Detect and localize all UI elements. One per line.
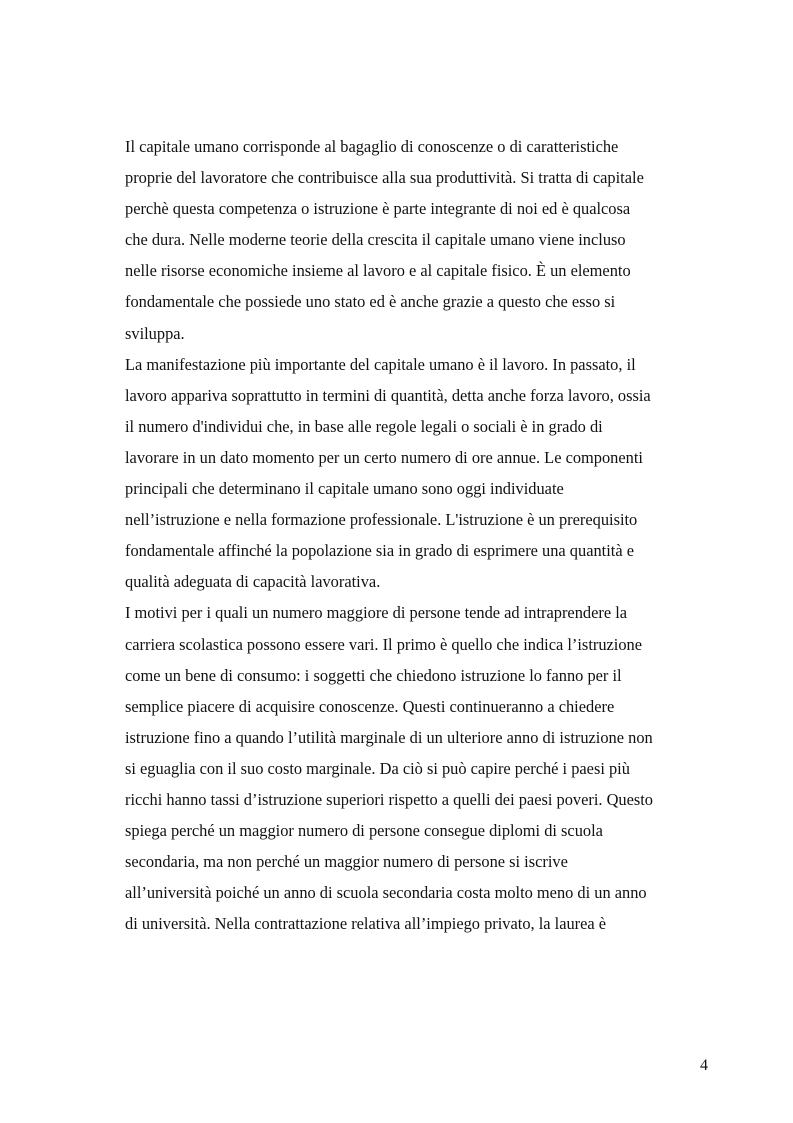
text-line: ricchi hanno tassi d’istruzione superiori rispetto a quelli dei paesi poveri. Questo	[125, 789, 654, 809]
text-line: I motivi per i quali un numero maggiore di persone tende ad intraprendere la	[125, 603, 628, 623]
text-line: sviluppa.	[125, 323, 185, 343]
paragraph-1	[125, 131, 708, 349]
text-line: proprie del lavoratore che contribuisce alla sua produttività. Si tratta di capitale	[125, 168, 644, 188]
paragraph-3	[125, 597, 708, 939]
text-line: nelle risorse economiche insieme al lavoro e al capitale fisico. È un elemento	[125, 261, 631, 281]
text-line: fondamentale affinché la popolazione sia in grado di esprimere una quantità e	[125, 541, 634, 561]
text-line: nell’istruzione e nella formazione professionale. L'istruzione è un prerequisito	[125, 510, 638, 530]
text-line: principali che determinano il capitale umano sono oggi individuate	[125, 479, 564, 499]
text-line: lavoro appariva soprattutto in termini di quantità, detta anche forza lavoro, ossia	[125, 385, 651, 405]
text-line: che dura. Nelle moderne teorie della crescita il capitale umano viene incluso	[125, 230, 626, 250]
text-line: istruzione fino a quando l’utilità marginale di un ulteriore anno di istruzione non	[125, 727, 653, 747]
page-number: 4	[700, 1057, 708, 1074]
text-line: come un bene di consumo: i soggetti che chiedono istruzione lo fanno per il	[125, 665, 622, 685]
text-line: il numero d'individui che, in base alle regole legali o sociali è in grado di	[125, 416, 603, 436]
text-line: all’università poiché un anno di scuola secondaria costa molto meno di un anno	[125, 883, 647, 903]
text-line: qualità adeguata di capacità lavorativa.	[125, 572, 381, 592]
text-line: carriera scolastica possono essere vari. Il primo è quello che indica l’istruzione	[125, 634, 643, 654]
text-line: perchè questa competenza o istruzione è parte integrante di noi ed è qualcosa	[125, 199, 631, 219]
text-line: lavorare in un dato momento per un certo numero di ore annue. Le componenti	[125, 447, 643, 467]
text-line: La manifestazione più importante del capitale umano è il lavoro. In passato, il	[125, 354, 636, 374]
text-line: si eguaglia con il suo costo marginale. Da ciò si può capire perché i paesi più	[125, 758, 630, 778]
text-line: spiega perché un maggior numero di persone consegue diplomi di scuola	[125, 821, 603, 841]
text-line: di università. Nella contrattazione relativa all’impiego privato, la laurea è	[125, 914, 607, 934]
text-line: secondaria, ma non perché un maggior numero di persone si iscrive	[125, 852, 568, 872]
text-line: fondamentale che possiede uno stato ed è anche grazie a questo che esso si	[125, 292, 616, 312]
text-line: Il capitale umano corrisponde al bagaglio di conoscenze o di caratteristiche	[125, 137, 619, 156]
text-line: semplice piacere di acquisire conoscenze. Questi continueranno a chiedere	[125, 696, 615, 716]
paragraph-2	[125, 349, 708, 598]
body-text	[125, 131, 708, 939]
